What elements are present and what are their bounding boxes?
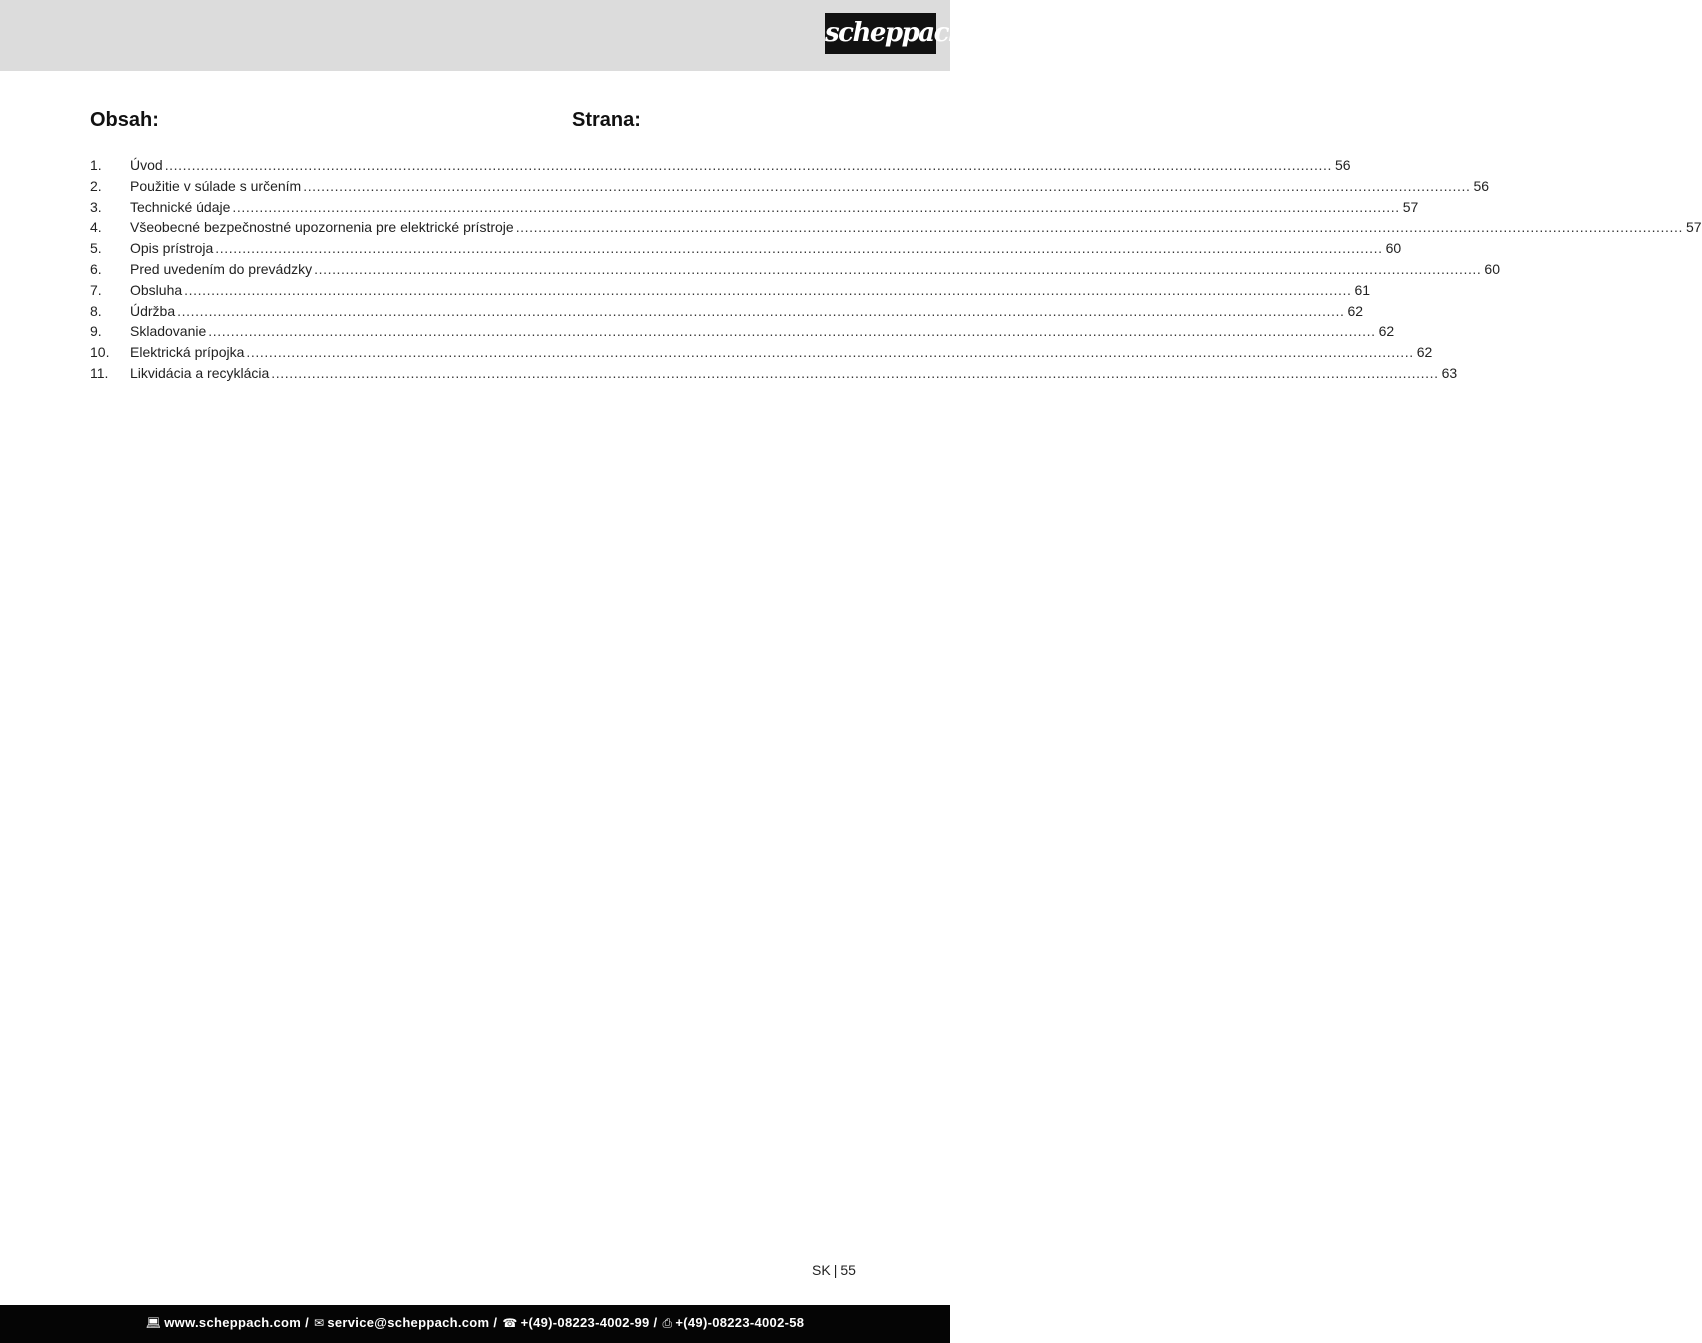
toc-entry-title: Všeobecné bezpečnostné upozornenia pre elektrické prístroje <box>130 219 514 236</box>
toc-entry-title: Použitie v súlade s určením <box>130 177 302 194</box>
toc-entry-title: Technické údaje <box>130 198 231 215</box>
toc-entry-page: 57 <box>1402 198 1419 215</box>
toc-entry-number: 4. <box>90 219 102 236</box>
toc-entry[interactable] <box>90 301 1364 322</box>
toc-leader-dots <box>184 280 1351 301</box>
table-of-contents <box>90 155 1702 384</box>
toc-entry-page: 63 <box>1441 364 1458 381</box>
page-number-label <box>812 1261 856 1279</box>
toc-entry[interactable] <box>90 155 1351 176</box>
toc-entry-number: 8. <box>90 302 102 319</box>
toc-entry-number: 7. <box>90 281 102 298</box>
toc-leader-dots <box>303 176 1470 197</box>
toc-entry-title: Údržba <box>130 302 176 319</box>
toc-entry-number: 1. <box>90 157 102 173</box>
language-code: SK <box>812 1262 831 1278</box>
toc-entry[interactable] <box>90 321 1395 342</box>
footer-separator: / <box>493 1315 498 1330</box>
toc-leader-dots <box>314 259 1481 280</box>
toc-entry[interactable] <box>90 363 1458 384</box>
toc-entry[interactable] <box>90 217 1702 238</box>
website-link[interactable]: www.scheppach.com <box>164 1315 302 1330</box>
toc-leader-dots <box>232 197 1399 218</box>
footer-separator: / <box>305 1315 309 1330</box>
toc-entry-page: 61 <box>1354 281 1371 298</box>
toc-entry[interactable] <box>90 176 1490 197</box>
email-link[interactable]: service@scheppach.com <box>327 1315 490 1330</box>
toc-entry-title: Opis prístroja <box>130 240 214 257</box>
toc-entry[interactable] <box>90 238 1402 259</box>
toc-entry-title: Likvidácia a recyklácia <box>130 364 270 381</box>
toc-entry-number: 6. <box>90 260 102 277</box>
toc-leader-dots <box>177 301 1344 322</box>
toc-entry-number: 5. <box>90 240 102 257</box>
toc-entry-title: Obsluha <box>130 281 183 298</box>
page-number: 55 <box>840 1262 856 1278</box>
toc-entry[interactable] <box>90 280 1371 301</box>
header-bar <box>0 0 966 71</box>
toc-entry-page: 62 <box>1416 344 1433 361</box>
toc-entry-number: 9. <box>90 323 102 340</box>
toc-entry[interactable] <box>90 342 1433 363</box>
toc-entry-number: 10. <box>90 344 110 361</box>
footer-separator: / <box>653 1315 658 1330</box>
page-number-separator: | <box>833 1262 838 1278</box>
toc-entry-number: 11. <box>90 364 109 381</box>
toc-entry-number: 2. <box>90 177 102 194</box>
toc-entry-page: 56 <box>1335 157 1351 173</box>
toc-entry-page: 60 <box>1385 240 1402 257</box>
toc-entry-title: Skladovanie <box>130 323 207 340</box>
contact-footer <box>0 1305 950 1343</box>
phone-number[interactable]: +(49)-08223-4002-99 <box>520 1315 650 1330</box>
toc-entry-title: Pred uvedením do prevádzky <box>130 260 313 277</box>
toc-entry[interactable] <box>90 197 1419 218</box>
toc-entry[interactable] <box>90 259 1500 280</box>
toc-leader-dots <box>246 342 1413 363</box>
toc-entry-page: 57 <box>1686 219 1702 236</box>
toc-leader-dots <box>516 217 1683 238</box>
toc-leader-dots <box>208 321 1375 342</box>
scheppach-logo[interactable] <box>825 13 966 54</box>
toc-leader-dots <box>271 363 1438 384</box>
toc-entry-page: 60 <box>1484 260 1500 277</box>
computer-icon: 💻︎ <box>145 1316 162 1330</box>
fax-icon: ⎙ <box>662 1316 673 1330</box>
toc-heading: Obsah: <box>90 109 159 131</box>
toc-leader-dots <box>165 155 1332 176</box>
toc-entry-page: 56 <box>1473 177 1490 194</box>
page-column-heading: Strana: <box>572 109 641 131</box>
logo-text: scheppach <box>825 18 966 48</box>
toc-entry-number: 3. <box>90 198 102 215</box>
toc-entry-page: 62 <box>1347 302 1364 319</box>
toc-entry-title: Elektrická prípojka <box>130 344 245 361</box>
toc-leader-dots <box>215 238 1382 259</box>
toc-entry-title: Úvod <box>130 157 163 173</box>
mail-icon: ✉︎ <box>314 1316 325 1330</box>
fax-number: +(49)-08223-4002-58 <box>675 1315 805 1330</box>
toc-entry-page: 62 <box>1378 323 1395 340</box>
phone-icon: ☎︎ <box>502 1316 518 1330</box>
